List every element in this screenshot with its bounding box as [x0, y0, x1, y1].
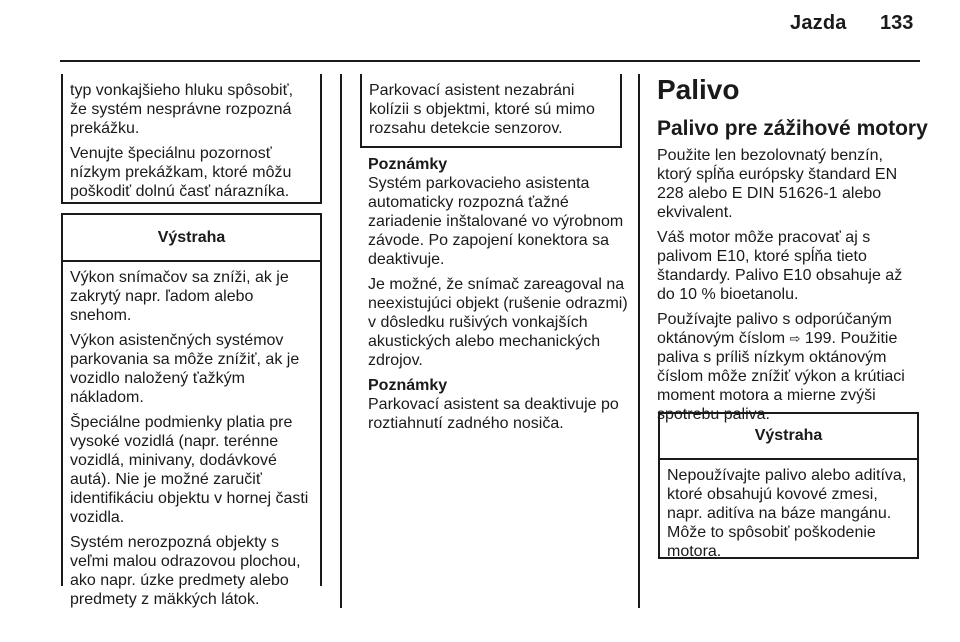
header-rule: [60, 60, 920, 62]
subsection-heading: Palivo pre zážihové motory: [657, 117, 928, 140]
paragraph: Parkovací asistent sa deaktivuje po roztiahnutí zadného nosiča.: [368, 396, 619, 432]
paragraph: Systém nerozpozná objekty s veľmi malou odrazovou plochou, ako napr. úzke predmety alebo predmety z mäkkých látok.: [70, 534, 301, 608]
running-header-section: Jazda: [790, 12, 847, 34]
warning-box: [658, 412, 919, 559]
warning-title: Výstraha: [660, 414, 917, 460]
warning-body: [660, 460, 917, 561]
note: [368, 376, 630, 433]
paragraph: Váš motor môže pracovať aj s palivom E10, ktoré spĺňa tieto štandardy. Palivo E10 obsahuje až do 10 % bioetanolu.: [657, 229, 903, 303]
warning-title: Výstraha: [63, 215, 320, 262]
column-divider-2: [638, 74, 640, 608]
paragraph: Výkon snímačov sa zníži, ak je zakrytý napr. ľadom alebo snehom.: [70, 269, 289, 324]
note: [368, 155, 630, 370]
page-reference[interactable]: 199: [804, 330, 832, 347]
continued-warning-box: [360, 74, 622, 148]
paragraph: [657, 310, 922, 424]
page-reference-arrow-icon: ⇨: [789, 331, 801, 346]
note-label: Poznámky: [368, 377, 448, 394]
fuel-section: [657, 74, 928, 424]
text: Používajte palivo s odporúčaným oktánovým číslom: [657, 311, 892, 347]
paragraph: Venujte špeciálnu pozornosť nízkym prekážkam, ktoré môžu poškodiť dolnú časť nárazníka.: [70, 145, 292, 200]
warning-box: [61, 213, 322, 608]
page-number: 133: [880, 12, 914, 34]
notes-section: [368, 155, 630, 433]
paragraph: Výkon asistenčných systémov parkovania sa môže znížiť, ak je vozidlo naložený ťažkým nákladom.: [70, 332, 300, 406]
section-heading: Palivo: [657, 74, 740, 105]
paragraph: Nepoužívajte palivo alebo aditíva, ktoré obsahujú kovové zmesi, napr. aditíva na báze mangánu. Môže to spôsobiť poškodenie motora.: [667, 467, 907, 560]
column-divider-1: [340, 74, 342, 608]
paragraph: Použite len bezolovnatý benzín, ktorý spĺňa európsky štandard EN 228 alebo E DIN 51626-1 alebo ekvivalent.: [657, 147, 898, 221]
warning-body: [63, 262, 320, 609]
paragraph: Systém parkovacieho asistenta automaticky rozpozná ťažné zariadenie inštalované vo výrobnom závode. Po zapojení konektora sa deaktivuje.: [368, 175, 624, 268]
continued-warning-box: [61, 74, 322, 204]
fuel-text: [657, 146, 922, 424]
paragraph: Parkovací asistent nezabráni kolízii s objektmi, ktoré sú mimo rozsahu detekcie senzorov.: [369, 82, 595, 137]
paragraph: Špeciálne podmienky platia pre vysoké vozidlá (napr. terénne vozidlá, minivany, dodávkové autá). Nie je možné zaručiť identifikáciu objektu v hornej časti vozidla.: [70, 414, 309, 526]
note-label: Poznámky: [368, 156, 448, 173]
text: . Použitie paliva s príliš nízkym oktánovým číslom môže znížiť výkon a krútiaci moment motora a mierne zvýši spotrebu paliva.: [657, 330, 905, 423]
paragraph: typ vonkajšieho hluku spôsobiť, že systém nesprávne rozpozná prekážku.: [70, 82, 294, 137]
paragraph: Je možné, že snímač zareagoval na neexistujúci objekt (rušenie odrazmi) v dôsledku rušivých vonkajších akustických alebo mechanických zdrojov.: [368, 276, 628, 369]
